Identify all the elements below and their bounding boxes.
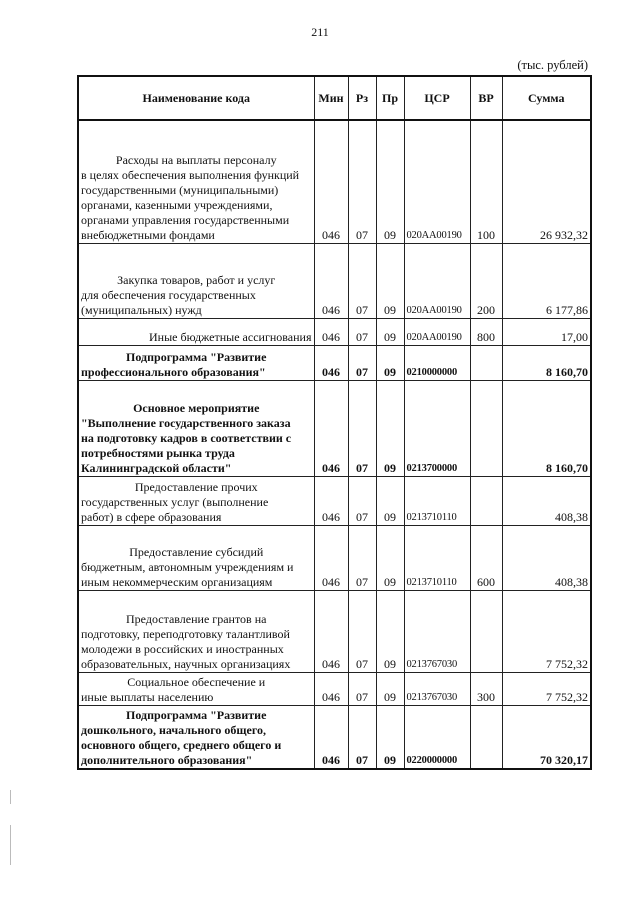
cell-sum: 6 177,86	[502, 243, 591, 318]
row-name	[78, 380, 314, 476]
cell-min: 046	[314, 705, 348, 769]
name-line: профессионального образования"	[81, 364, 266, 379]
cell-vr	[470, 476, 502, 525]
scan-edge-mark	[10, 825, 11, 865]
table-row	[78, 120, 591, 243]
cell-rz: 07	[348, 243, 376, 318]
cell-vr: 200	[470, 243, 502, 318]
cell-min: 046	[314, 380, 348, 476]
row-name	[78, 243, 314, 318]
cell-rz: 07	[348, 345, 376, 380]
name-line: подготовку, переподготовку талантливой	[81, 626, 290, 641]
cell-csr: 020АА00190	[404, 318, 470, 345]
name-line: на подготовку кадров в соответствии с	[81, 430, 292, 445]
row-name	[78, 120, 314, 243]
name-line: государственными (муниципальными)	[81, 182, 279, 197]
page-number: 211	[311, 25, 329, 39]
cell-csr: 0213700000	[404, 380, 470, 476]
cell-rz: 07	[348, 590, 376, 672]
cell-min: 046	[314, 318, 348, 345]
table-row	[78, 476, 591, 525]
name-line: бюджетным, автономным учреждениям и	[81, 559, 294, 574]
cell-min: 046	[314, 476, 348, 525]
row-name	[78, 318, 314, 345]
cell-rz: 07	[348, 120, 376, 243]
table-row	[78, 705, 591, 769]
name-line: Подпрограмма "Развитие	[126, 708, 267, 722]
row-name	[78, 672, 314, 705]
table-row	[78, 525, 591, 590]
name-line: (муниципальных) нужд	[81, 302, 202, 317]
cell-sum: 7 752,32	[502, 672, 591, 705]
name-line: иные выплаты населению	[81, 689, 214, 704]
cell-vr	[470, 590, 502, 672]
table-row	[78, 345, 591, 380]
scan-edge-mark	[10, 790, 11, 804]
header-vr: ВР	[470, 76, 502, 120]
cell-sum: 408,38	[502, 525, 591, 590]
cell-rz: 07	[348, 705, 376, 769]
cell-sum: 8 160,70	[502, 345, 591, 380]
cell-pr: 09	[376, 672, 404, 705]
table-row	[78, 672, 591, 705]
cell-sum: 26 932,32	[502, 120, 591, 243]
units-label: (тыс. рублей)	[517, 58, 588, 72]
cell-min: 046	[314, 243, 348, 318]
cell-pr: 09	[376, 476, 404, 525]
cell-vr: 800	[470, 318, 502, 345]
table-row	[78, 380, 591, 476]
table-row	[78, 590, 591, 672]
cell-rz: 07	[348, 380, 376, 476]
cell-sum: 7 752,32	[502, 590, 591, 672]
table-row	[78, 243, 591, 318]
cell-pr: 09	[376, 380, 404, 476]
cell-csr: 020АА00190	[404, 243, 470, 318]
cell-pr: 09	[376, 120, 404, 243]
name-line: Социальное обеспечение и	[127, 674, 266, 689]
cell-min: 046	[314, 590, 348, 672]
name-line: Предоставление прочих	[134, 479, 258, 494]
cell-min: 046	[314, 672, 348, 705]
name-line: органами, казенными учреждениями,	[81, 197, 273, 212]
name-line: органами управления государственными	[81, 212, 290, 227]
cell-csr: 0210000000	[404, 345, 470, 380]
cell-vr: 600	[470, 525, 502, 590]
table-header-row	[78, 76, 591, 120]
cell-rz: 07	[348, 476, 376, 525]
name-line: дополнительного образования"	[81, 753, 253, 767]
name-line: образовательных, научных организациях	[81, 656, 291, 671]
name-line: потребностями рынка труда	[81, 445, 235, 460]
cell-pr: 09	[376, 318, 404, 345]
cell-csr: 0213710110	[404, 525, 470, 590]
cell-min: 046	[314, 525, 348, 590]
cell-vr: 100	[470, 120, 502, 243]
cell-vr: 300	[470, 672, 502, 705]
cell-pr: 09	[376, 705, 404, 769]
name-line: дошкольного, начального общего,	[81, 723, 266, 737]
name-line: "Выполнение государственного заказа	[81, 415, 291, 430]
cell-vr	[470, 345, 502, 380]
budget-table	[77, 75, 592, 770]
cell-pr: 09	[376, 525, 404, 590]
name-line: молодежи в российских и иностранных	[81, 641, 284, 656]
header-rz: Рз	[348, 76, 376, 120]
row-name	[78, 345, 314, 380]
cell-csr: 0213767030	[404, 672, 470, 705]
name-line: Закупка товаров, работ и услуг	[117, 272, 276, 287]
name-line: Калининградской области"	[81, 460, 232, 475]
name-line: в целях обеспечения выполнения функций	[81, 167, 300, 182]
cell-rz: 07	[348, 525, 376, 590]
cell-min: 046	[314, 345, 348, 380]
cell-sum: 408,38	[502, 476, 591, 525]
header-min: Мин	[314, 76, 348, 120]
header-pr: Пр	[376, 76, 404, 120]
row-name	[78, 590, 314, 672]
name-line: Основное мероприятие	[133, 400, 260, 415]
header-sum: Сумма	[502, 76, 591, 120]
cell-vr	[470, 380, 502, 476]
cell-pr: 09	[376, 243, 404, 318]
name-line: Иные бюджетные ассигнования	[149, 329, 312, 344]
name-line: государственных услуг (выполнение	[81, 494, 269, 509]
cell-sum: 70 320,17	[502, 705, 591, 769]
cell-csr: 0213767030	[404, 590, 470, 672]
name-line: Предоставление грантов на	[126, 611, 267, 626]
cell-rz: 07	[348, 672, 376, 705]
cell-csr: 0213710110	[404, 476, 470, 525]
header-csr: ЦСР	[404, 76, 470, 120]
cell-pr: 09	[376, 345, 404, 380]
name-line: Предоставление субсидий	[129, 544, 264, 559]
cell-min: 046	[314, 120, 348, 243]
name-line: внебюджетными фондами	[81, 227, 215, 242]
cell-sum: 8 160,70	[502, 380, 591, 476]
cell-pr: 09	[376, 590, 404, 672]
name-line: работ) в сфере образования	[81, 509, 222, 524]
table-row	[78, 318, 591, 345]
cell-rz: 07	[348, 318, 376, 345]
cell-csr: 0220000000	[404, 705, 470, 769]
header-name: Наименование кода	[78, 76, 314, 120]
cell-vr	[470, 705, 502, 769]
row-name	[78, 476, 314, 525]
cell-csr: 020АА00190	[404, 120, 470, 243]
name-line: основного общего, среднего общего и	[81, 738, 282, 752]
row-name	[78, 705, 314, 769]
cell-sum: 17,00	[502, 318, 591, 345]
row-name	[78, 525, 314, 590]
name-line: Подпрограмма "Развитие	[126, 349, 267, 364]
name-line: Расходы на выплаты персоналу	[115, 152, 277, 167]
name-line: для обеспечения государственных	[81, 287, 256, 302]
name-line: иным некоммерческим организациям	[81, 574, 273, 589]
